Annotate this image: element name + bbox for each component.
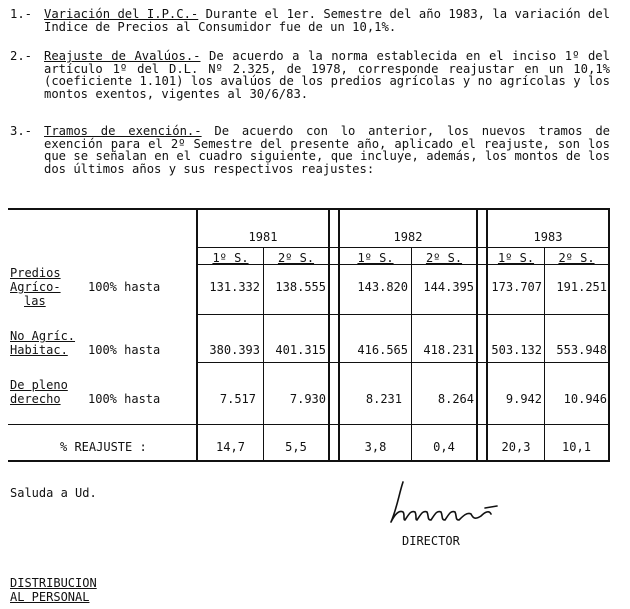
table-column-rule	[328, 208, 330, 462]
table-rule	[8, 424, 610, 425]
row-label: derecho	[10, 392, 61, 406]
paragraph-heading: Tramos de exención.-	[44, 124, 202, 138]
table-rule	[196, 362, 610, 363]
paragraph-text: De acuerdo a la norma establecida en el inciso 1º del artículo 1º del D.L. Nº 2.325, de 1978, corresponde reajustar en un 10,1% (coeficiente 1.101) los avalúos de los predios agrícolas y no agrícolas y los montos exentos, vigentes al 30/6/83.	[44, 49, 610, 101]
paragraph-text: De acuerdo con lo anterior, los nuevos tramos de exención para el 2º Semestre del presente año, aplicado el reajuste, son los que se señalan en el cuadro siguiente, que incluye, además, los montos de los dos últimos años y sus respectivos reajustes:	[44, 124, 610, 176]
closing-text: Saluda a Ud.	[10, 486, 97, 500]
table-column-rule	[476, 208, 478, 462]
paragraph-1	[10, 8, 610, 33]
handwritten-signature	[385, 478, 515, 528]
paragraph-text: Durante el 1er. Semestre del año 1983, la variación del Indice de Precios al Consumidor fue de un 10,1%.	[44, 7, 610, 34]
row-label: De pleno	[10, 378, 68, 392]
paragraph-number: 3.-	[10, 124, 33, 138]
table-bottom-rule	[8, 460, 610, 462]
reajuste-label: % REAJUSTE :	[60, 440, 147, 454]
table-cell: 418.231	[423, 343, 474, 357]
row-label: No Agríc.	[10, 329, 76, 343]
semester-header: 1º S.	[497, 251, 535, 265]
table-cell: 553.948	[556, 343, 607, 357]
table-rule	[196, 314, 610, 315]
row-qualifier: 100% hasta	[88, 280, 161, 294]
paragraph-number: 2.-	[10, 49, 33, 63]
table-column-rule	[338, 208, 340, 462]
year-header-1982: 1982	[393, 230, 423, 244]
table-cell: 8.264	[437, 392, 474, 406]
table-cell: 143.820	[357, 280, 408, 294]
paragraph-heading: Reajuste de Avalúos.-	[44, 49, 201, 63]
row-label: Predios	[10, 266, 61, 280]
table-cell: 144.395	[423, 280, 474, 294]
row-label: las	[24, 294, 46, 308]
reajuste-cell: 0,4	[433, 440, 455, 454]
table-cell: 401.315	[275, 343, 326, 357]
semester-header: 1º S.	[357, 251, 394, 265]
table-cell: 7.930	[289, 392, 326, 406]
row-qualifier: 100% hasta	[88, 343, 161, 357]
table-top-rule	[8, 208, 610, 210]
year-header-1983: 1983	[533, 230, 563, 244]
paragraph-number: 1.-	[10, 7, 33, 21]
semester-header: 1º S.	[212, 251, 249, 265]
table-cell: 191.251	[556, 280, 607, 294]
table-cell: 503.132	[491, 343, 542, 357]
row-label: Agríco-	[10, 280, 61, 294]
row-qualifier: 100% hasta	[88, 392, 161, 406]
year-header-1981: 1981	[248, 230, 278, 244]
row-label: Habitac.	[10, 343, 68, 357]
table-cell: 7.517	[219, 392, 256, 406]
semester-header: 2º S.	[425, 251, 463, 265]
table-cell: 173.707	[491, 280, 542, 294]
distribution-line: AL PERSONAL	[10, 590, 90, 604]
paragraph-2	[10, 50, 610, 100]
table-column-rule	[486, 208, 488, 462]
semester-header: 2º S.	[277, 251, 315, 265]
table-cell: 9.942	[505, 392, 542, 406]
reajuste-cell: 5,5	[285, 440, 307, 454]
table-column-rule	[608, 208, 610, 462]
table-column-rule	[196, 208, 198, 462]
table-cell: 416.565	[357, 343, 408, 357]
signature-title: DIRECTOR	[402, 534, 460, 548]
table-cell: 10.946	[563, 392, 607, 406]
reajuste-cell: 3,8	[364, 440, 387, 454]
reajuste-cell: 10,1	[562, 440, 591, 454]
table-cell: 138.555	[275, 280, 326, 294]
reajuste-cell: 20,3	[501, 440, 531, 454]
semester-header: 2º S.	[558, 251, 595, 265]
paragraph-3	[10, 125, 610, 175]
table-cell: 380.393	[209, 343, 260, 357]
table-cell: 131.332	[209, 280, 260, 294]
table-cell: 8.231	[365, 392, 402, 406]
paragraph-heading: Variación del I.P.C.-	[44, 7, 199, 21]
table-rule	[196, 247, 610, 248]
reajuste-cell: 14,7	[216, 440, 245, 454]
distribution-line: DISTRIBUCION	[10, 576, 97, 590]
